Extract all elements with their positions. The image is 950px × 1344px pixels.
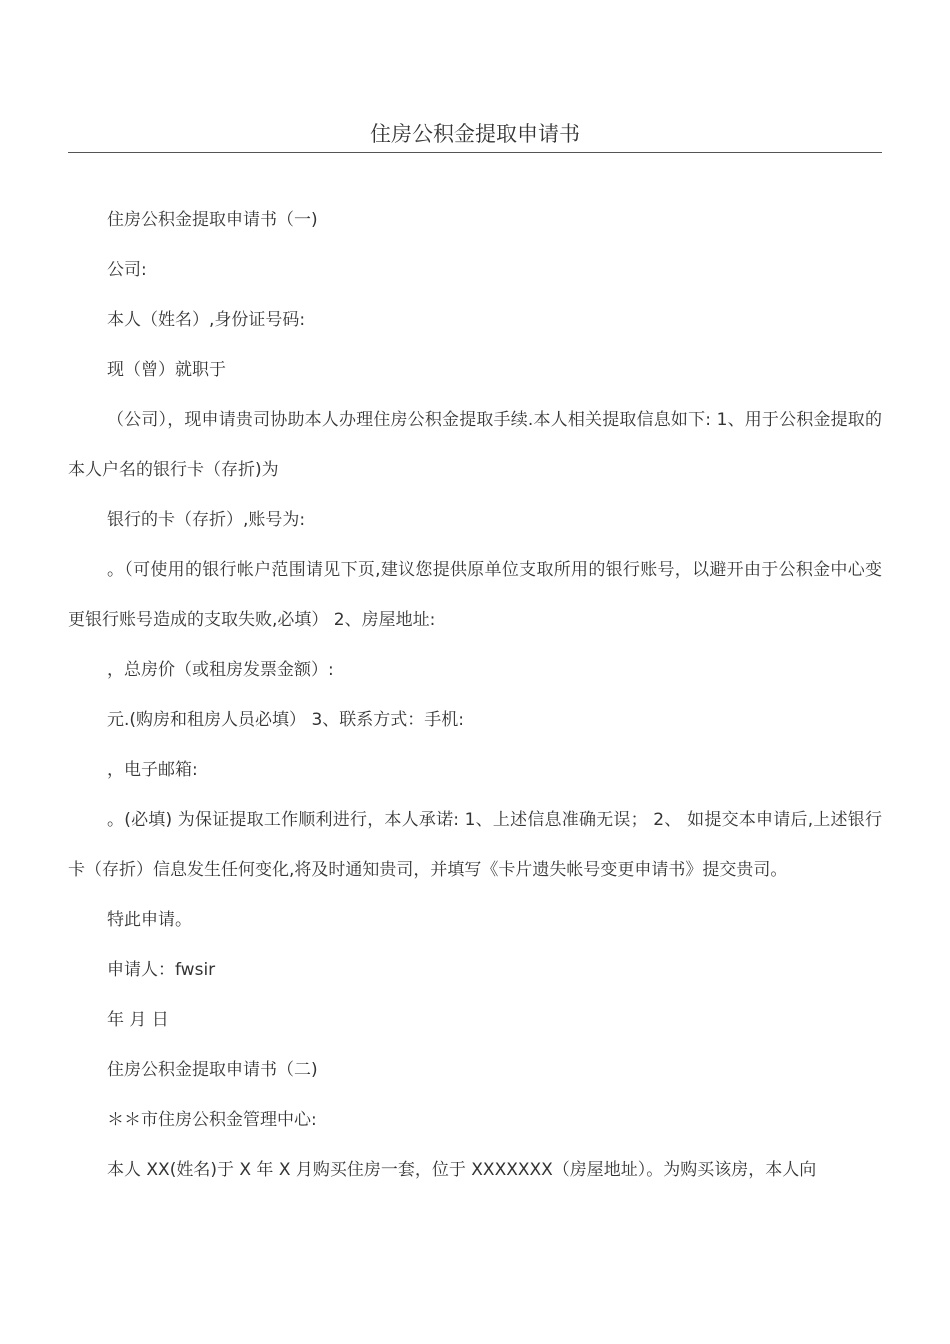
paragraph-purchase: 本人 XX(姓名)于 X 年 X 月购买住房一套，位于 XXXXXXX（房屋地址）。为购买该房，本人向 [107, 1160, 817, 1180]
paragraph-total-price: ，总房价（或租房发票金额）: [107, 660, 334, 680]
paragraph-heading-1: 住房公积金提取申请书（一) [107, 210, 318, 230]
paragraph-contact: 元.(购房和租房人员必填） 3、联系方式：手机: [107, 710, 464, 730]
paragraph-company: 公司: [107, 260, 147, 280]
paragraph-email: ，电子邮箱: [107, 760, 198, 780]
paragraph-date: 年 月 日 [107, 1010, 169, 1030]
paragraph-recipient: ＊＊市住房公积金管理中心: [107, 1110, 317, 1130]
document-title: 住房公积金提取申请书 [370, 122, 580, 146]
paragraph-identity: 本人（姓名）,身份证号码: [107, 310, 306, 330]
document-body [68, 195, 882, 1195]
paragraph-applicant: 申请人：fwsir [107, 960, 216, 980]
paragraph-bank-account: 银行的卡（存折）,账号为: [107, 510, 306, 530]
title-divider [68, 152, 882, 153]
paragraph-closing: 特此申请。 [107, 910, 192, 930]
paragraph-commitment: 。(必填) 为保证提取工作顺利进行，本人承诺: 1、上述信息准确无误； 2、 如提交本申请后,上述银行卡（存折）信息发生任何变化,将及时通知贵司，并填写《卡片遗失帐号变更申请书》提交贵司。 [68, 810, 882, 880]
paragraph-bank-note: 。（可使用的银行帐户范围请见下页,建议您提供原单位支取所用的银行账号，以避开由于公积金中心变更银行账号造成的支取失败,必填） 2、房屋地址: [68, 560, 882, 630]
paragraph-heading-2: 住房公积金提取申请书（二) [107, 1060, 318, 1080]
paragraph-request: （公司），现申请贵司协助本人办理住房公积金提取手续.本人相关提取信息如下: 1、用于公积金提取的本人户名的银行卡（存折)为 [68, 410, 882, 480]
paragraph-employer: 现（曾）就职于 [107, 360, 226, 380]
